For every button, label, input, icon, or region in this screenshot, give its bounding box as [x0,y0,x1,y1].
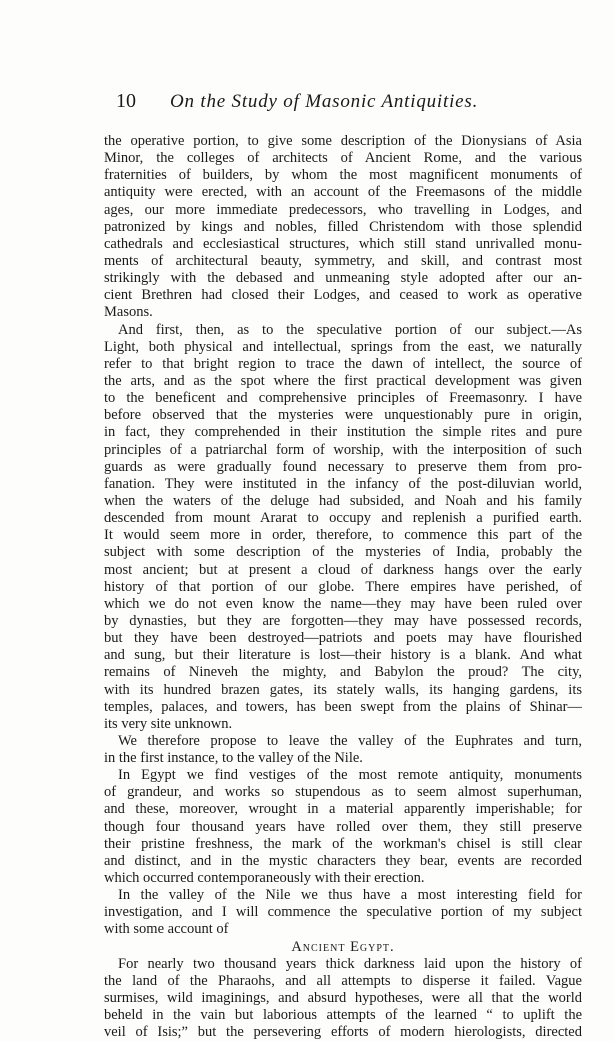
page-header [112,90,532,116]
text-line: guards as were gradually found necessary to preserve them from pro- [104,458,582,475]
text-line: with its hundred brazen gates, its stately walls, its hanging gardens, its [104,681,582,698]
text-line: In the valley of the Nile we thus have a most interesting field for [118,887,582,904]
text-line: before observed that the mysteries were unquestionably pure in origin, [104,407,582,424]
text-line: the arts, and as the spot where the first practical development was given [104,372,582,389]
text-line: in the first instance, to the valley of the Nile. [104,750,363,767]
text-line: their pristine freshness, the mark of the workman's chisel is still clear [104,835,582,852]
text-line: cient Brethren had closed their Lodges, and ceased to work as operative [104,287,582,304]
text-line: the land of the Pharaohs, and all attempts to disperse it failed. Vague [104,972,582,989]
text-line: descended from mount Ararat to occupy and replenish a purified earth. [104,510,582,527]
text-line: of grandeur, and works so stupendous as to seem almost superhuman, [104,784,582,801]
text-line: though four thousand years have rolled over them, they still preserve [104,818,582,835]
text-line: For nearly two thousand years thick darkness laid upon the history of [118,955,582,972]
text-line: to the beneficent and comprehensive principles of Freemasonry. I have [104,390,582,407]
text-line: In Egypt we find vestiges of the most remote antiquity, monuments [118,767,582,784]
text-line: with some account of [104,921,229,938]
text-line: refer to that bright region to trace the dawn of intellect, the source of [104,355,582,372]
text-line: cathedrals and ecclesiastical structures, which still stand unrivalled monu- [104,235,582,252]
text-line: Masons. [104,304,153,321]
text-line: beheld in the vain but laborious attempts of the learned “ to uplift the [104,1007,582,1024]
text-line: investigation, and I will commence the speculative portion of my subject [104,904,582,921]
text-line: principles of a patriarchal form of worship, with the interposition of such [104,441,582,458]
text-line: strikingly with the debased and unmeaning style adopted after our an- [104,270,582,287]
text-line: ages, our more immediate predecessors, who travelling in Lodges, and [104,201,582,218]
section-heading: Ancient Egypt. [291,938,395,955]
text-line: remains of Nineveh the mighty, and Babylon the proud? The city, [104,664,582,681]
text-line: most ancient; but at present a cloud of darkness hangs over the early [104,561,582,578]
text-line: by dynasties, but they are forgotten—they may have possessed records, [104,612,582,629]
text-line: and these, moreover, wrought in a material apparently imperishable; for [104,801,582,818]
text-line: its very site unknown. [104,715,233,732]
text-line: in fact, they comprehended in their institution the simple rites and pure [104,424,582,441]
body-text [104,133,582,1041]
text-line: It would seem more in order, therefore, to commence this part of the [104,527,582,544]
text-line: patronized by kings and nobles, filled Christendom with those splendid [104,218,582,235]
text-line: veil of Isis;” but the persevering efforts of modern hierologists, directed [104,1024,582,1041]
page-number: 10 [116,90,136,112]
text-line: fanation. They were instituted in the infancy of the post-diluvian world, [104,475,582,492]
text-line: Minor, the colleges of architects of Ancient Rome, and the various [104,150,582,167]
text-line: when the waters of the deluge had subsided, and Noah and his family [104,492,582,509]
text-line: Light, both physical and intellectual, springs from the east, we naturally [104,338,582,355]
text-line: which we do not even know the name—they may have been ruled over [104,595,582,612]
text-line: temples, palaces, and towers, has been swept from the plains of Shinar— [104,698,582,715]
text-line: ments of architectural beauty, symmetry, and skill, and contrast most [104,252,582,269]
text-line: subject with some description of the mysteries of India, probably the [104,544,582,561]
text-line: which occurred contemporaneously with their erection. [104,870,425,887]
text-line: history of that portion of our globe. There empires have perished, of [104,578,582,595]
text-line: And first, then, as to the speculative portion of our subject.—As [118,321,582,338]
text-line: and sung, but their literature is lost—their history is a blank. And what [104,647,582,664]
running-title: On the Study of Masonic Antiquities. [170,91,479,112]
text-line: but they have been destroyed—patriots and poets may have flourished [104,630,582,647]
text-line: antiquity were erected, with an account of the Freemasons of the middle [104,184,582,201]
text-line: surmises, wild imaginings, and absurd hypotheses, were all that the world [104,990,582,1007]
text-line: We therefore propose to leave the valley of the Euphrates and turn, [118,732,582,749]
text-line: and distinct, and in the mystic characters they bear, events are recorded [104,852,582,869]
text-line: the operative portion, to give some description of the Dionysians of Asia [104,133,582,149]
text-line: fraternities of builders, by whom the most magnificent monuments of [104,167,582,184]
